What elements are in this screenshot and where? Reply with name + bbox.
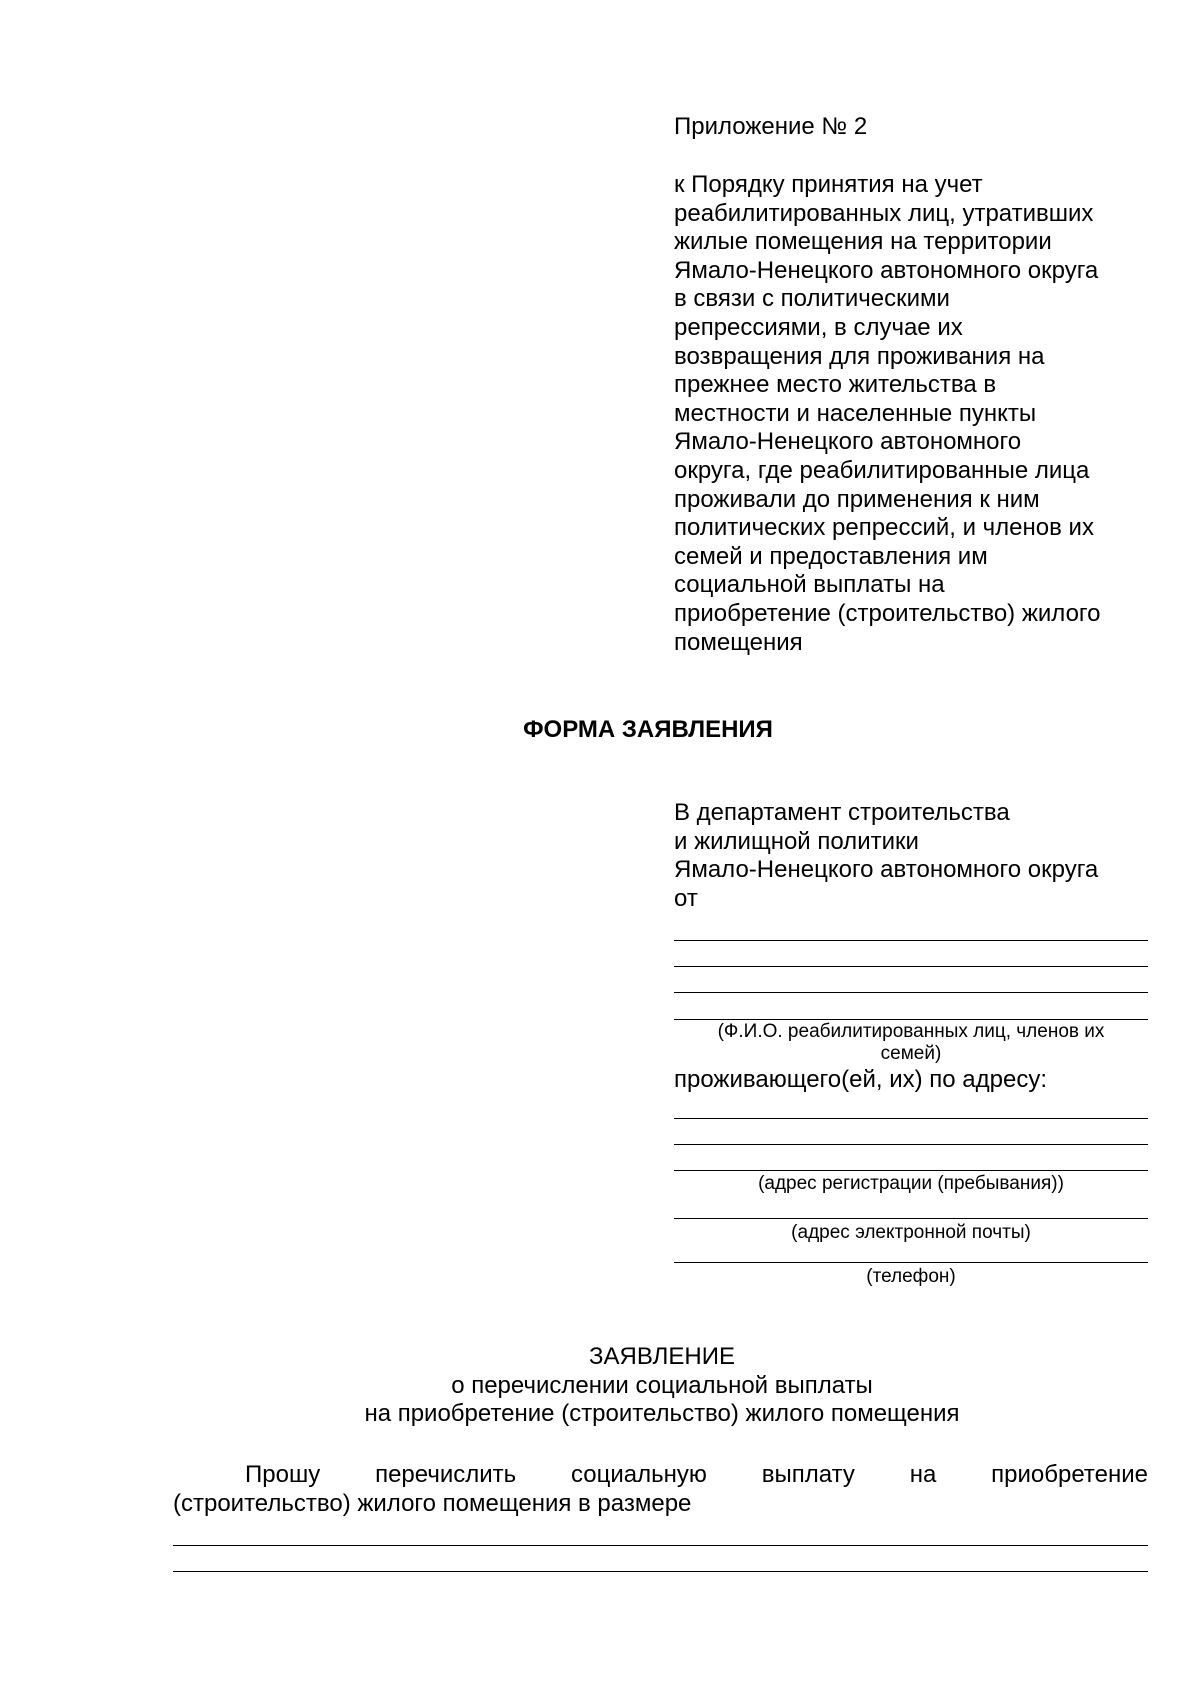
appendix-line: Ямало-Ненецкого автономного округа: [674, 256, 1099, 284]
appendix-line: социальной выплаты на: [674, 571, 945, 599]
appendix-line: округа, где реабилитированные лица: [674, 456, 1090, 484]
address-blank-line-2[interactable]: [674, 1144, 1148, 1145]
address-blank-line-1[interactable]: [674, 1118, 1148, 1119]
statement-body-line: (строительство) жилого помещения в размере: [173, 1490, 692, 1517]
statement-heading: [0, 1343, 1200, 1429]
appendix-line: в связи с политическими: [674, 285, 950, 313]
form-title: ФОРМА ЗАЯВЛЕНИЯ: [523, 716, 773, 743]
appendix-line: жилые помещения на территории: [674, 228, 1052, 256]
statement-title: ЗАЯВЛЕНИЕ: [589, 1343, 735, 1370]
addressee-line: В департамент строительства: [674, 799, 1010, 826]
fio-blank-line-3[interactable]: [674, 992, 1148, 993]
appendix-line: помещения: [674, 628, 803, 656]
fio-caption-line: (Ф.И.О. реабилитированных лиц, членов их: [717, 1021, 1105, 1042]
addressee-block: [674, 799, 1148, 913]
appendix-line: приобретение (строительство) жилого: [674, 599, 1101, 627]
statement-body: [173, 1460, 1148, 1518]
appendix-line: местности и населенные пункты: [674, 399, 1037, 427]
appendix-line: семей и предоставления им: [674, 542, 988, 570]
fio-caption-line: семей): [880, 1043, 942, 1064]
addressee-line: от: [674, 884, 698, 912]
amount-blank-line-2[interactable]: [173, 1571, 1148, 1572]
appendix-title: Приложение № 2: [674, 113, 868, 140]
addressee-line: и жилищной политики: [674, 827, 919, 855]
residing-label: проживающего(ей, их) по адресу:: [674, 1066, 1047, 1093]
appendix-line: репрессиями, в случае их: [674, 313, 963, 341]
statement-subtitle: о перечислении социальной выплаты: [451, 1371, 873, 1399]
statement-subtitle: на приобретение (строительство) жилого помещения: [364, 1400, 960, 1427]
appendix-text: [674, 171, 1148, 657]
amount-blank-line-1[interactable]: [173, 1545, 1148, 1546]
address-blank-line-3[interactable]: [674, 1170, 1148, 1171]
appendix-line: политических репрессий, и членов их: [674, 514, 1094, 542]
fio-blank-line-4[interactable]: [674, 1019, 1148, 1020]
fio-caption: [674, 1021, 1148, 1065]
fio-blank-line-2[interactable]: [674, 966, 1148, 967]
phone-blank-line[interactable]: [674, 1262, 1148, 1263]
addressee-line: Ямало-Ненецкого автономного округа: [674, 856, 1099, 884]
registration-address-caption: (адрес регистрации (пребывания)): [758, 1173, 1064, 1194]
appendix-line: к Порядку принятия на учет: [674, 171, 983, 198]
email-blank-line[interactable]: [674, 1218, 1148, 1219]
fio-blank-line-1[interactable]: [674, 940, 1148, 941]
statement-body-line: Прошу перечислить социальную выплату на приобретение: [245, 1461, 1148, 1488]
appendix-line: реабилитированных лиц, утративших: [674, 199, 1094, 227]
appendix-line: Ямало-Ненецкого автономного: [674, 428, 1022, 456]
appendix-line: возвращения для проживания на: [674, 342, 1045, 370]
phone-caption: (телефон): [866, 1266, 956, 1287]
appendix-line: проживали до применения к ним: [674, 485, 1040, 513]
appendix-line: прежнее место жительства в: [674, 371, 997, 399]
email-caption: (адрес электронной почты): [791, 1222, 1031, 1243]
